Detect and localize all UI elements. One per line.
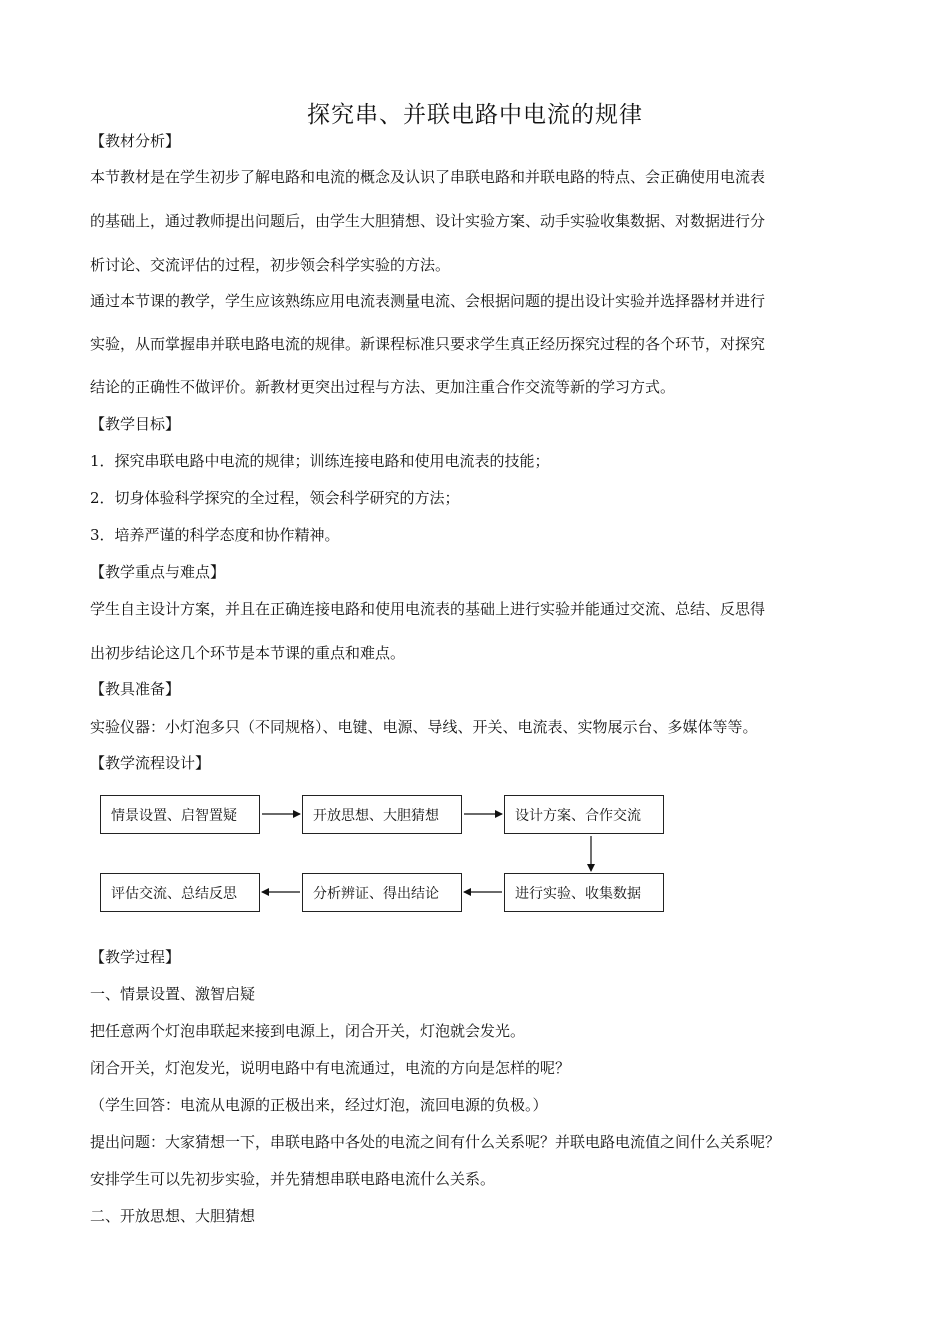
flow-step-2: 开放思想、大胆猜想 [302,795,462,834]
analysis-line-6: 结论的正确性不做评价。新教材更突出过程与方法、更加注重合作交流等新的学习方式。 [90,378,676,396]
flow-step-5: 分析辨证、得出结论 [302,873,462,912]
page-title: 探究串、并联电路中电流的规律 [307,102,643,128]
process-line-2: 把任意两个灯泡串联起来接到电源上，闭合开关，灯泡就会发光。 [90,1022,526,1040]
heading-process: 【教学过程】 [90,948,181,966]
analysis-line-4: 通过本节课的教学，学生应该熟练应用电流表测量电流、会根据问题的提出设计实验并选择器材并进行 [90,292,766,310]
heading-goals: 【教学目标】 [90,415,181,433]
process-line-4: （学生回答：电流从电源的正极出来，经过灯泡，流回电源的负极。） [90,1096,548,1114]
heading-key-points: 【教学重点与难点】 [90,563,226,581]
process-line-3: 闭合开关，灯泡发光，说明电路中有电流通过，电流的方向是怎样的呢？ [90,1059,571,1077]
flow-step-6: 评估交流、总结反思 [100,873,260,912]
process-line-5: 提出问题：大家猜想一下，串联电路中各处的电流之间有什么关系呢？并联电路电流值之间什么关系呢？ [90,1133,781,1151]
analysis-line-1: 本节教材是在学生初步了解电路和电流的概念及认识了串联电路和并联电路的特点、会正确使用电流表 [90,168,766,186]
heading-analysis: 【教材分析】 [90,132,181,150]
analysis-line-2: 的基础上，通过教师提出问题后，由学生大胆猜想、设计实验方案、动手实验收集数据、对数据进行分 [90,212,766,230]
goal-item-2: 2．切身体验科学探究的全过程，领会科学研究的方法； [90,489,460,507]
goal-item-3: 3．培养严谨的科学态度和协作精神。 [90,526,340,544]
process-line-7: 二、开放思想、大胆猜想 [90,1207,256,1225]
key-line-1: 学生自主设计方案，并且在正确连接电路和使用电流表的基础上进行实验并能通过交流、总结、反思得 [90,600,766,618]
flow-diagram [0,780,950,920]
flow-step-1: 情景设置、启智置疑 [100,795,260,834]
goal-item-1: 1．探究串联电路中电流的规律；训练连接电路和使用电流表的技能； [90,452,550,470]
analysis-line-5: 实验，从而掌握串并联电路电流的规律。新课程标准只要求学生真正经历探究过程的各个环节，对探究 [90,335,766,353]
flow-step-4: 进行实验、收集数据 [504,873,664,912]
key-line-2: 出初步结论这几个环节是本节课的重点和难点。 [90,644,406,662]
process-line-1: 一、情景设置、激智启疑 [90,985,256,1003]
analysis-line-3: 析讨论、交流评估的过程，初步领会科学实验的方法。 [90,256,451,274]
flow-step-3: 设计方案、合作交流 [504,795,664,834]
process-line-6: 安排学生可以先初步实验，并先猜想串联电路电流什么关系。 [90,1170,496,1188]
equipment-line: 实验仪器：小灯泡多只（不同规格）、电键、电源、导线、开关、电流表、实物展示台、多媒体等等。 [90,718,758,736]
heading-equipment: 【教具准备】 [90,680,181,698]
heading-flow: 【教学流程设计】 [90,754,211,772]
